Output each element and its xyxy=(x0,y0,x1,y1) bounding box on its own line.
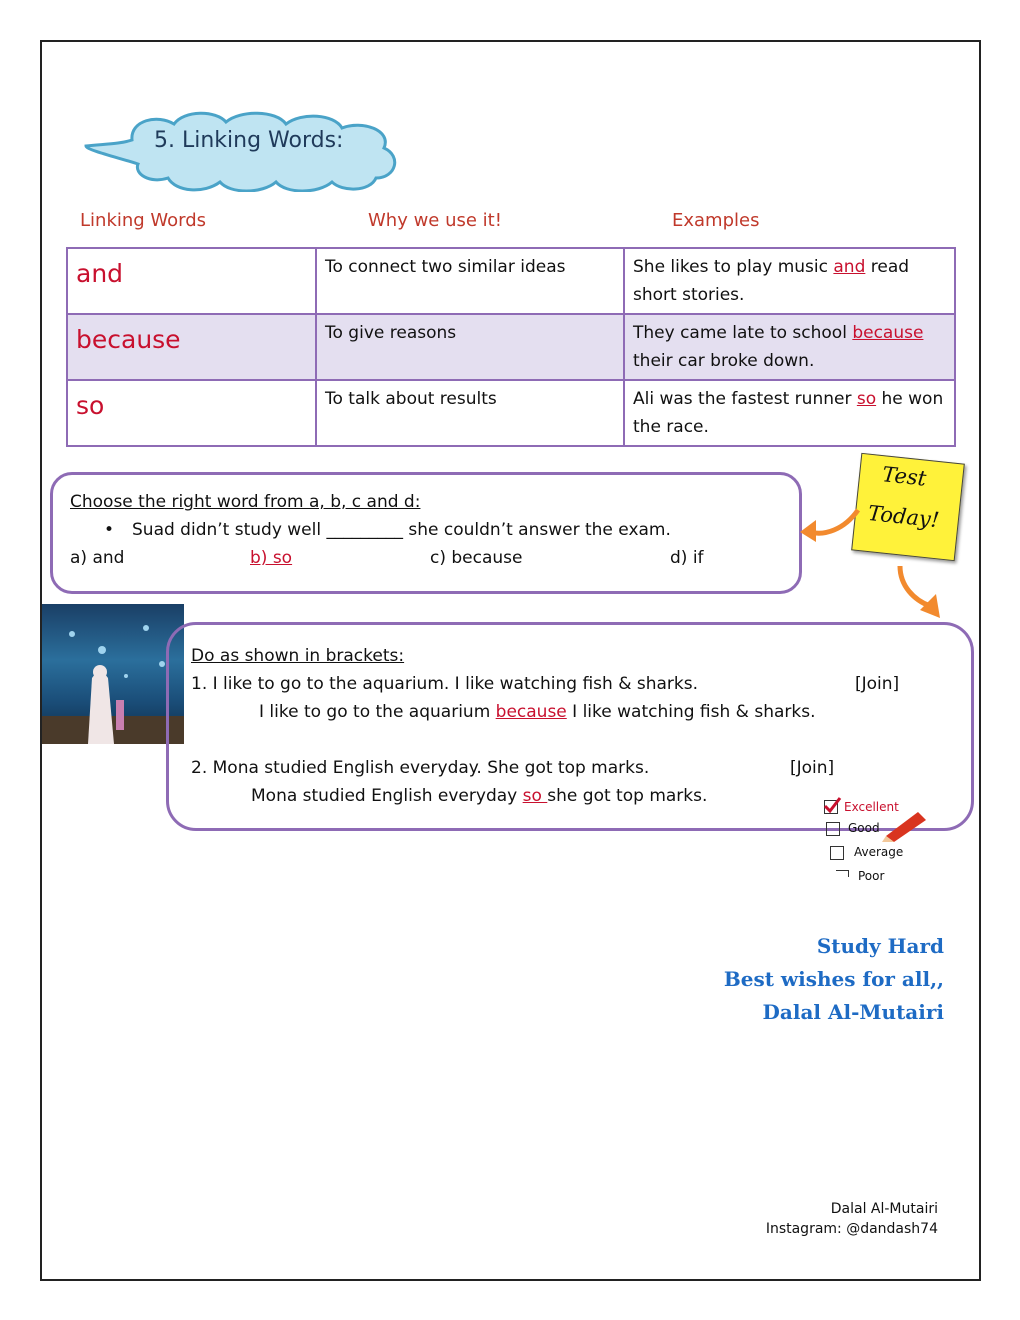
join-tag-1: [Join] xyxy=(855,674,900,694)
checkbox-icon xyxy=(836,870,849,877)
answer-1: I like to go to the aquarium because I like watching fish & sharks. xyxy=(259,702,816,722)
example-sentence: Ali was the fastest runner so he won the race. xyxy=(624,380,955,446)
table-row xyxy=(67,248,955,314)
rating-poor: Poor xyxy=(858,869,885,883)
linking-word: so xyxy=(67,380,316,446)
column-header-examples: Examples xyxy=(672,210,760,231)
exercise1-question: Suad didn’t study well _________ she couldn’t answer the exam. xyxy=(132,520,671,540)
signature-line-1: Study Hard xyxy=(816,934,944,958)
rating-checklist xyxy=(820,796,930,888)
question-1: 1. I like to go to the aquarium. I like watching fish & sharks. xyxy=(191,674,698,694)
example-sentence: They came late to school because their car broke down. xyxy=(624,314,955,380)
footer-instagram: Instagram: @dandash74 xyxy=(765,1221,938,1237)
checkbox-icon xyxy=(830,846,844,860)
bullet: • xyxy=(104,520,115,540)
option-d: d) if xyxy=(670,548,704,568)
rating-good: Good xyxy=(848,821,880,835)
signature-line-3: Dalal Al-Mutairi xyxy=(762,1000,944,1024)
answer-2: Mona studied English everyday so she got top marks. xyxy=(251,786,708,806)
usage-reason: To give reasons xyxy=(316,314,624,380)
signature-line-2: Best wishes for all,, xyxy=(723,967,944,991)
linking-word: and xyxy=(67,248,316,314)
option-b-answer: b) so xyxy=(250,548,293,568)
option-c: c) because xyxy=(430,548,523,568)
table-row xyxy=(67,314,955,380)
column-header-why: Why we use it! xyxy=(368,210,502,231)
question-2: 2. Mona studied English everyday. She got top marks. xyxy=(191,758,650,778)
column-header-linking-words: Linking Words xyxy=(80,210,207,231)
test-today-sticker xyxy=(851,453,965,561)
join-tag-2: [Join] xyxy=(790,758,835,778)
exercise1-instruction: Choose the right word from a, b, c and d: xyxy=(70,492,421,512)
sticker-line2: Today! xyxy=(866,500,941,533)
table-row xyxy=(67,380,955,446)
usage-reason: To talk about results xyxy=(316,380,624,446)
checkbox-icon xyxy=(826,822,840,836)
sticker-line1: Test xyxy=(881,462,928,491)
aquarium-photo xyxy=(42,604,184,744)
example-sentence: She likes to play music and read short stories. xyxy=(624,248,955,314)
linking-word: because xyxy=(67,314,316,380)
checkmark-icon xyxy=(822,796,842,816)
section-title: 5. Linking Words: xyxy=(154,128,344,153)
rating-average: Average xyxy=(854,845,904,859)
pencil-icon xyxy=(882,806,930,842)
exercise2-instruction: Do as shown in brackets: xyxy=(191,646,405,666)
rating-excellent: Excellent xyxy=(844,800,899,814)
footer-name: Dalal Al-Mutairi xyxy=(830,1201,938,1217)
linking-words-table xyxy=(66,247,956,447)
usage-reason: To connect two similar ideas xyxy=(316,248,624,314)
arrow-down-icon xyxy=(890,562,950,624)
arrow-left-icon xyxy=(796,500,866,546)
option-a: a) and xyxy=(70,548,125,568)
